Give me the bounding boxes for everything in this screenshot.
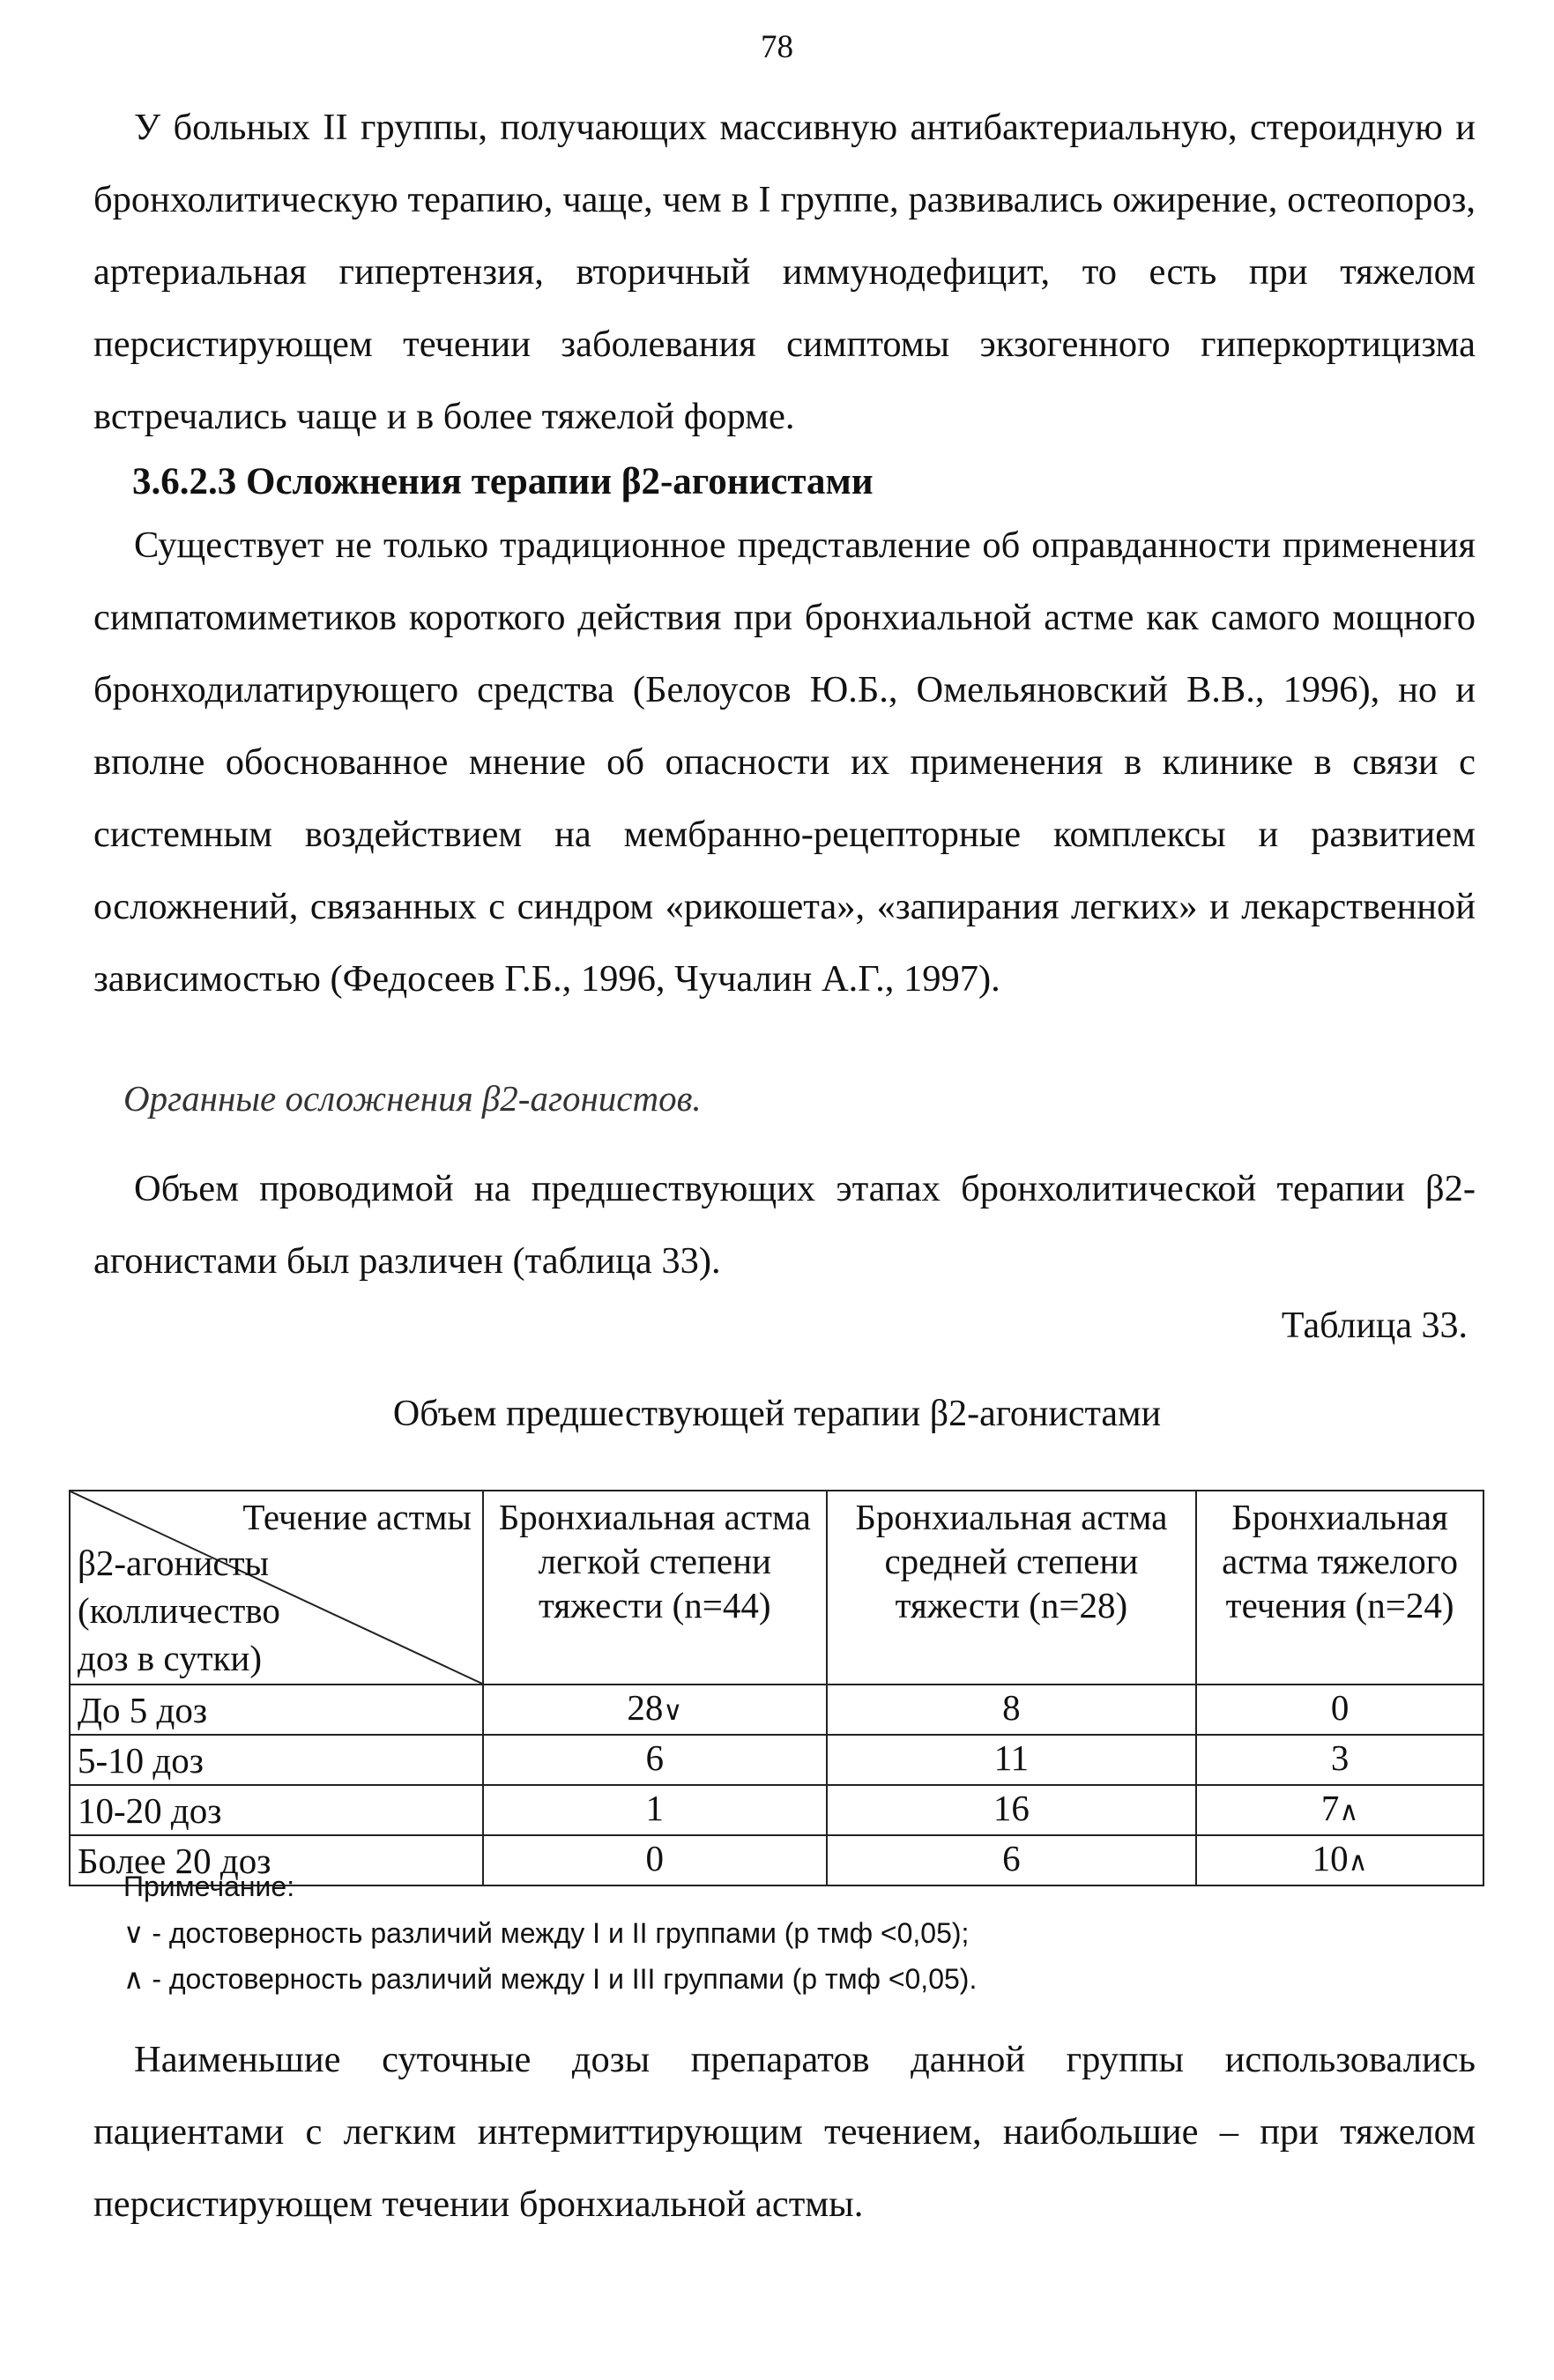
note-line-1: ∨ - достоверность различий между I и II группами (р тмф <0,05); [123,1917,970,1949]
paragraph-1: У больных II группы, получающих массивную антибактериальную, стероидную и бронхолитическую терапию, чаще, чем в I группе, развивались ожирение, остеопороз, артериальная гипертензия, вторичный иммунодефицит, то есть при тяжелом персистирующем течении заболевания симптомы экзогенного гиперкортицизма встречались чаще и в более тяжелой форме. [93,107,1476,437]
corner-bottom-line-1: β2-агонисты [78,1543,270,1583]
paragraph-4: Наименьшие суточные дозы препаратов данной группы использовались пациентами с легким интермиттирующим течением, наибольшие – при тяжелом персистирующем течении бронхиальной астмы. [93,2039,1476,2225]
table-row [70,1785,1483,1835]
page-number: 78 [761,29,793,65]
table-row [70,1735,1483,1785]
significance-mark: ∧ [1348,1848,1368,1877]
table-row [70,1685,1483,1735]
row-label: 5-10 доз [70,1735,483,1785]
table-corner-cell [70,1491,483,1685]
column-header-mild: Бронхиальная астма легкой степени тяжести (n=44) [483,1491,827,1685]
table-cell: 6 [827,1835,1197,1885]
row-label: До 5 доз [70,1685,483,1735]
significance-mark: ∨ [663,1697,683,1726]
table-cell: 7∧ [1196,1785,1483,1835]
paragraph-2: Существует не только традиционное представление об оправданности применения симпатомиметиков короткого действия при бронхиальной астме как самого мощного бронходилатирующего средства (Белоусов Ю.Б., Омельяновский В.В., 1996), но и вполне обоснованное мнение об опасности их применения в клинике в связи с системным воздействием на мембранно-рецепторные комплексы и развитием осложнений, связанных с синдром «рикошета», «запирания легких» и лекарственной зависимостью (Федосеев Г.Б., 1996, Чучалин А.Г., 1997). [93,524,1476,1000]
corner-bottom-label [78,1539,280,1682]
note-line-2: ∧ - достоверность различий между I и III группами (р тмф <0,05). [123,1963,978,1995]
table-header-row [70,1491,1483,1685]
paragraph-3: Объем проводимой на предшествующих этапах бронхолитической терапии β2-агонистами был различен (таблица 33). [93,1168,1476,1282]
table-title: Объем предшествующей терапии β2-агонистами [392,1394,1162,1434]
table-cell: 11 [827,1735,1197,1785]
table-cell: 6 [483,1735,827,1785]
table-cell: 1 [483,1785,827,1835]
table-cell: 0 [483,1835,827,1885]
table-cell: 10∧ [1196,1835,1483,1885]
column-header-moderate: Бронхиальная астма средней степени тяжести (n=28) [827,1491,1197,1685]
row-label: Более 20 доз [70,1835,483,1885]
corner-bottom-line-3: доз в сутки) [78,1638,263,1678]
column-header-severe: Бронхиальная астма тяжелого течения (n=24) [1196,1491,1483,1685]
table-cell: 16 [827,1785,1197,1835]
note-title: Примечание: [123,1871,295,1902]
table-cell: 3 [1196,1735,1483,1785]
section-heading: 3.6.2.3 Осложнения терапии β2-агонистами [132,461,874,502]
subheading-organ-complications: Органные осложнения β2-агонистов. [123,1078,702,1119]
significance-mark: ∧ [1339,1797,1359,1826]
row-label: 10-20 доз [70,1785,483,1835]
corner-bottom-line-2: (колличество [78,1590,280,1631]
corner-top-label: Течение астмы [242,1497,472,1537]
table-cell: 0 [1196,1685,1483,1735]
dose-table [69,1490,1484,1886]
table-cell: 8 [827,1685,1197,1735]
table-label: Таблица 33. [1281,1305,1468,1346]
table-cell: 28∨ [483,1685,827,1735]
